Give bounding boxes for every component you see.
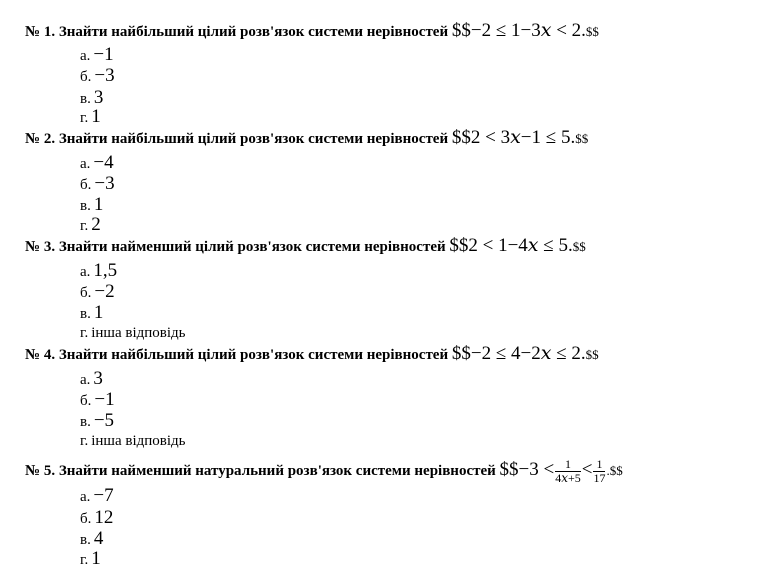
option-value: 1 xyxy=(91,106,101,127)
option-value: 1 xyxy=(91,548,101,569)
option-b[interactable] xyxy=(80,67,115,86)
option-label: б. xyxy=(80,393,92,409)
question-math: −3 < xyxy=(518,459,555,480)
question-2 xyxy=(25,129,588,148)
option-d[interactable] xyxy=(80,108,101,127)
fraction-numerator: 1 xyxy=(555,458,581,472)
option-a[interactable] xyxy=(80,487,114,506)
option-value: −1 xyxy=(94,389,115,410)
math-delimiter: $$ xyxy=(499,459,519,480)
question-number: № 3. xyxy=(25,239,56,255)
option-label: б. xyxy=(80,177,92,193)
option-value: −3 xyxy=(94,173,115,194)
question-5 xyxy=(25,455,623,486)
question-text: Знайти найбільший цілий розв'язок системи нерівностей xyxy=(58,24,449,40)
question-math: 2 < 1−4𝑥 ≤ 5. xyxy=(468,235,573,256)
option-label: в. xyxy=(80,91,91,107)
math-delimiter: $$ xyxy=(609,463,623,478)
fraction-numerator: 1 xyxy=(593,458,605,472)
option-label: в. xyxy=(80,198,91,214)
option-value: −2 xyxy=(94,281,115,302)
option-label: а. xyxy=(80,489,91,505)
math-delimiter: $$ xyxy=(451,343,471,364)
question-3 xyxy=(25,237,586,256)
option-value: −3 xyxy=(94,65,115,86)
option-value: −5 xyxy=(93,410,115,431)
math-delimiter: $$ xyxy=(451,20,471,41)
question-math: −2 ≤ 4−2𝑥 ≤ 2. xyxy=(470,343,586,364)
option-d[interactable] xyxy=(80,216,101,235)
option-value: 1,5 xyxy=(93,260,118,281)
fraction-denominator: 17 xyxy=(593,471,606,486)
option-value: 1 xyxy=(93,302,104,323)
option-label: а. xyxy=(80,156,91,172)
math-delimiter: $$ xyxy=(449,235,469,256)
option-d[interactable] xyxy=(80,432,186,450)
option-value: 4 xyxy=(93,528,104,549)
question-text: Знайти найбільший цілий розв'язок системи нерівностей xyxy=(58,347,449,363)
math-delimiter: $$ xyxy=(451,127,471,148)
fraction xyxy=(555,458,581,485)
option-label: б. xyxy=(80,285,92,301)
option-value: інша відповідь xyxy=(91,433,186,449)
option-d[interactable] xyxy=(80,324,186,342)
option-label: а. xyxy=(80,48,91,64)
option-a[interactable] xyxy=(80,262,117,281)
option-label: в. xyxy=(80,532,91,548)
question-number: № 4. xyxy=(25,347,56,363)
fraction xyxy=(593,458,605,485)
option-value: −4 xyxy=(93,152,114,173)
option-value: інша відповідь xyxy=(91,325,186,341)
option-c[interactable] xyxy=(80,196,103,215)
option-a[interactable] xyxy=(80,370,103,389)
option-label: б. xyxy=(80,511,92,527)
option-value: 2 xyxy=(91,214,101,235)
option-value: 12 xyxy=(94,507,114,528)
option-label: г. xyxy=(80,325,89,341)
math-delimiter: $$ xyxy=(575,131,589,146)
option-value: 3 xyxy=(93,87,104,108)
question-number: № 5. xyxy=(25,463,56,479)
option-value: −1 xyxy=(93,44,114,65)
question-math: −2 ≤ 1−3𝑥 < 2. xyxy=(470,20,586,41)
math-delimiter: $$ xyxy=(572,239,586,254)
question-4 xyxy=(25,345,599,364)
question-math: 2 < 3𝑥−1 ≤ 5. xyxy=(470,127,576,148)
option-label: в. xyxy=(80,414,91,430)
question-math: . xyxy=(606,463,610,478)
option-label: г. xyxy=(80,110,89,126)
option-label: б. xyxy=(80,69,92,85)
question-math: < xyxy=(581,459,593,480)
option-b[interactable] xyxy=(80,391,115,410)
option-a[interactable] xyxy=(80,46,114,65)
option-b[interactable] xyxy=(80,283,115,302)
option-value: 3 xyxy=(93,368,103,389)
option-c[interactable] xyxy=(80,530,103,549)
option-label: а. xyxy=(80,372,91,388)
question-text: Знайти найменший цілий розв'язок системи нерівностей xyxy=(58,239,446,255)
option-d[interactable] xyxy=(80,550,101,569)
option-b[interactable] xyxy=(80,175,115,194)
option-b[interactable] xyxy=(80,509,113,528)
option-label: а. xyxy=(80,264,91,280)
question-1 xyxy=(25,22,599,41)
question-text: Знайти найменший натуральний розв'язок системи нерівностей xyxy=(58,463,496,479)
option-c[interactable] xyxy=(80,304,103,323)
fraction-denominator: 4𝑥+5 xyxy=(555,471,581,486)
option-label: г. xyxy=(80,218,89,234)
option-label: г. xyxy=(80,433,89,449)
option-value: −7 xyxy=(93,485,114,506)
math-delimiter: $$ xyxy=(585,24,599,39)
option-label: в. xyxy=(80,306,91,322)
option-value: 1 xyxy=(93,194,104,215)
option-a[interactable] xyxy=(80,154,114,173)
question-number: № 1. xyxy=(25,24,56,40)
option-label: г. xyxy=(80,552,89,568)
question-number: № 2. xyxy=(25,131,56,147)
question-text: Знайти найбільший цілий розв'язок системи нерівностей xyxy=(58,131,449,147)
math-delimiter: $$ xyxy=(585,347,599,362)
option-c[interactable] xyxy=(80,412,114,431)
